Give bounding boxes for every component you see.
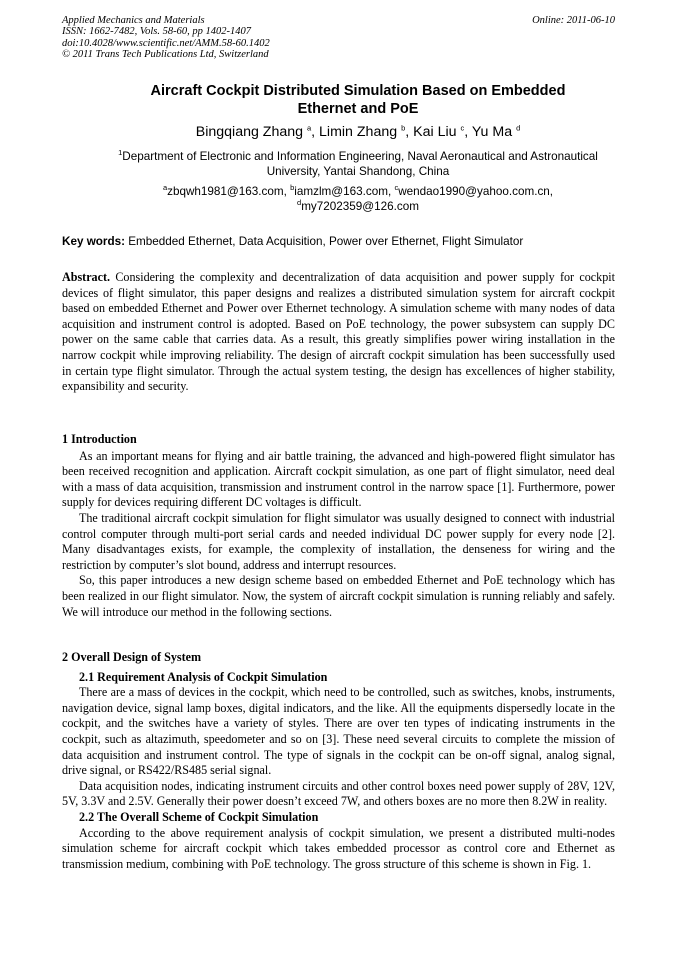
email-sup: b	[290, 183, 295, 193]
paragraph: So, this paper introduces a new design scheme based on embedded Ethernet and PoE technology which has been realized in our flight simulator. Now, the system of aircraft cockpit simulation is running reliably and safely. We will introduce our method in the following sections.	[62, 573, 615, 619]
paragraph: The traditional aircraft cockpit simulation for flight simulator was usually designed to connect with industrial control computer through multi-port serial cards and needed individual DC power supply for every node [2]. Many disadvantages exists, for example, the complexity of installation, the denseness for wiring and the restriction by computer’s slot bound, address and interrupt resources.	[62, 510, 615, 572]
email-sup: a	[162, 183, 168, 193]
section-overall-design	[62, 650, 615, 872]
issn-line: ISSN: 1662-7482, Vols. 58-60, pp 1402-1407	[62, 26, 251, 38]
abstract-label: Abstract.	[62, 270, 111, 284]
online-date: Online: 2011-06-10	[532, 15, 615, 26]
author-name: Yu Ma	[471, 124, 513, 140]
email-link[interactable]: zbqwh1981@163.com,	[167, 185, 287, 198]
affiliation-line-2: University, Yantai Shandong, China	[266, 165, 450, 178]
affiliation-line-1: Department of Electronic and Information Engineering, Naval Aeronautical and Astronautical	[122, 150, 598, 163]
section-introduction	[62, 432, 615, 620]
paragraph: There are a mass of devices in the cockpit, which need to be controlled, such as switches, knobs, instruments, navigation device, signal lamp boxes, digital indicators, and the like. All the equipments dispersedly locate in the cockpit, and the switches have a variety of styles. There are over ten types of indicating instruments in the cockpit, such as altazimuth, speedometer and so on [3]. These need several circuits to complete the mission of data acquisition and instrument control. The type of signals in the cockpit can be on-off signal, analog signal, drive signal, or RS422/RS485 serial signal.	[62, 685, 615, 778]
paragraph: According to the above requirement analysis of cockpit simulation, we present a distributed multi-nodes simulation scheme for aircraft cockpit which takes embedded processor as control core and Ethernet as transmission medium, combining with PoE technology. The gross structure of this scheme is shown in Fig. 1.	[62, 825, 615, 871]
email-sup: c	[394, 183, 399, 193]
paragraph: As an important means for flying and air battle training, the advanced and high-powered flight simulator has been received recognition and application. Aircraft cockpit simulation, as one part of flight simulator, need deal with a mass of data acquisition, transmission and instrument control in the narrow space [1]. Furthermore, power supply for devices requiring different DC voltages is difficult.	[62, 448, 615, 510]
author-list: Bingqiang Zhang $^a$, Limin Zhang $^b$, Kai Liu $^c$, Yu Ma $^d$	[195, 123, 521, 140]
doi-line: doi:10.4028/www.scientific.net/AMM.58-60.1402	[62, 37, 270, 49]
author-sup: a	[306, 123, 312, 133]
section-heading: 1 Introduction	[62, 432, 137, 446]
journal-name: Applied Mechanics and Materials	[62, 15, 205, 26]
abstract-text: Considering the complexity and decentralization of data acquisition and power supply for cockpit devices of flight simulator, this paper designs and realizes a distributed simulation system for aircraft cockpit based on embedded Ethernet and Power over Ethernet technology. A simulation scheme with many nodes of data acquisition and instrument control is adopted. Based on PoE technology, the power subsystem can supply DC power on the same cable that carries data. As a result, this greatly simplifies power wiring installation in the narrow cockpit while improving reliability. The design of aircraft cockpit simulation has been successfully used in certain type flight simulator. Through the actual system testing, the design has excellences of higher stability, expansibility and security.	[62, 270, 615, 394]
section-heading: 2 Overall Design of System	[62, 650, 202, 664]
email-link[interactable]: iamzlm@163.com,	[294, 185, 392, 198]
keywords-label: Key words:	[62, 235, 125, 248]
email-link[interactable]: wendao1990@yahoo.com.cn,	[398, 185, 554, 198]
author-sup: c	[460, 123, 465, 133]
author-name: Bingqiang Zhang	[195, 124, 304, 140]
title-line-2: Ethernet and PoE	[297, 101, 419, 117]
affiliation-sup: 1	[118, 148, 123, 158]
abstract	[62, 270, 615, 395]
author-name: Limin Zhang	[319, 124, 398, 140]
paper-title	[62, 82, 654, 118]
keywords-text: Embedded Ethernet, Data Acquisition, Power over Ethernet, Flight Simulator	[128, 235, 524, 248]
affiliation	[62, 149, 654, 179]
paragraph: Data acquisition nodes, indicating instrument circuits and other control boxes need power supply of 28V, 12V, 5V, 3.3V and 2.5V. Generally their power doesn’t exceed 7W, and others boxes are no more then 8.2W in reality.	[62, 778, 615, 809]
subsection-heading: 2.1 Requirement Analysis of Cockpit Simulation	[79, 669, 328, 684]
copyright-line: © 2011 Trans Tech Publications Ltd, Switzerland	[62, 48, 269, 60]
author-sup: b	[401, 123, 406, 133]
email-link[interactable]: my7202359@126.com	[301, 199, 419, 213]
subsection-heading: 2.2 The Overall Scheme of Cockpit Simulation	[79, 809, 319, 824]
keywords	[62, 234, 615, 249]
author-sup: d	[516, 123, 521, 133]
journal-header	[62, 15, 615, 60]
author-name: Kai Liu	[413, 124, 457, 140]
email-sup: d	[297, 197, 302, 207]
email-list	[62, 185, 654, 214]
title-line-1: Aircraft Cockpit Distributed Simulation Based on Embedded	[150, 83, 566, 99]
